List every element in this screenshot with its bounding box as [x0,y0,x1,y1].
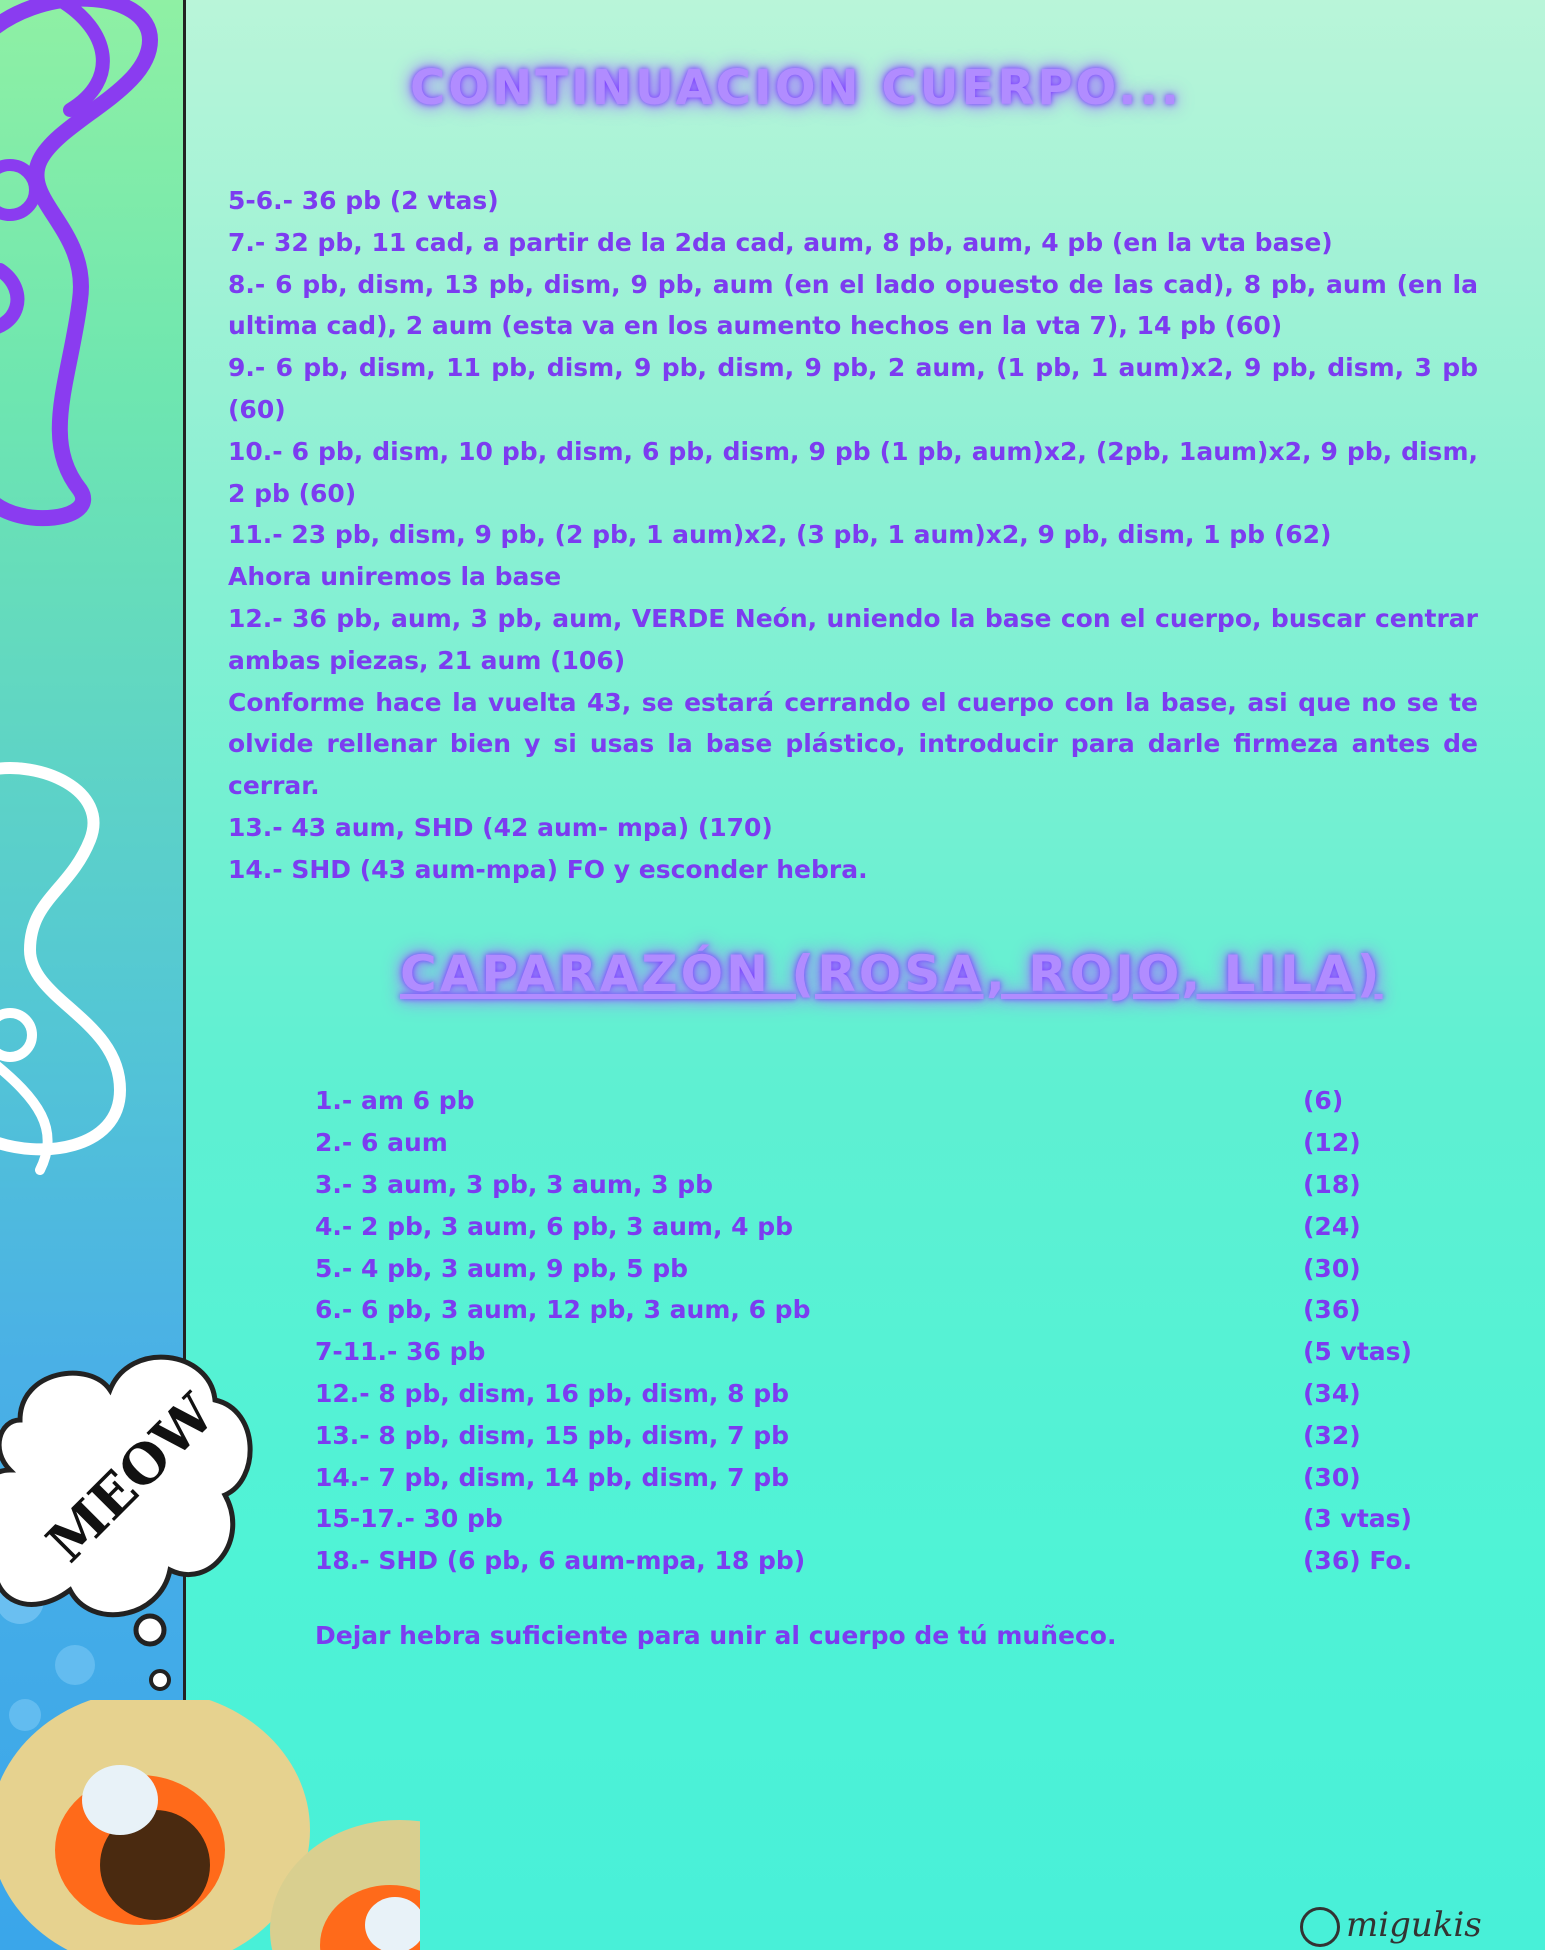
signature-logo [1300,1905,1482,1947]
closing-note: Dejar hebra suficiente para unir al cuerpo de tú muñeco. [315,1621,1117,1650]
step-count: (5 vtas) [1303,1337,1412,1367]
section-title-body: CONTINUACION CUERPO... [410,60,1182,116]
shell-steps-list [315,1080,1455,1582]
step-count: (3 vtas) [1303,1504,1412,1534]
step-count: (6) [1303,1086,1344,1116]
step-text: 3.- 3 aum, 3 pb, 3 aum, 3 pb [315,1169,713,1199]
step-row [315,1414,1455,1456]
instruction-line: 8.- 6 pb, dism, 13 pb, dism, 9 pb, aum (en el lado opuesto de las cad), 8 pb, aum (en la ultima cad), 2 aum (esta va en los aumento hechos en la vta 7), 14 pb (60) [228,269,1478,341]
signature-text: migukis [1346,1905,1482,1945]
step-text: 4.- 2 pb, 3 aum, 6 pb, 3 aum, 4 pb [315,1211,794,1241]
instruction-line: 10.- 6 pb, dism, 10 pb, dism, 6 pb, dism, 9 pb (1 pb, aum)x2, (2pb, 1aum)x2, 9 pb, dism, 2 pb (60) [228,436,1478,508]
step-row [315,1080,1455,1122]
instruction-line: 9.- 6 pb, dism, 11 pb, dism, 9 pb, dism, 9 pb, 2 aum, (1 pb, 1 aum)x2, 9 pb, dism, 3 pb (60) [228,353,1478,424]
step-row [315,1122,1455,1164]
step-text: 7-11.- 36 pb [315,1337,486,1367]
step-text: 2.- 6 aum [315,1128,448,1158]
step-count: (18) [1303,1169,1361,1199]
step-count: (36) [1303,1295,1361,1325]
step-count: (36) Fo. [1303,1546,1413,1576]
step-count: (24) [1303,1211,1361,1241]
instruction-line: Ahora uniremos la base [228,562,562,592]
instruction-line: 13.- 43 aum, SHD (42 aum- mpa) (170) [228,812,773,842]
step-row [315,1373,1455,1415]
step-row [315,1205,1455,1247]
step-row [315,1247,1455,1289]
yarn-ball-icon [1300,1907,1340,1947]
section-title-shell: CAPARAZÓN (ROSA, ROJO, LILA) [400,945,1383,1003]
step-count: (12) [1303,1128,1361,1158]
step-count: (30) [1303,1253,1361,1283]
body-instructions [228,180,1478,891]
step-row [315,1289,1455,1331]
instruction-line: 14.- SHD (43 aum-mpa) FO y esconder hebra. [228,854,868,884]
step-text: 1.- am 6 pb [315,1086,475,1116]
step-row [315,1498,1455,1540]
instruction-line: 12.- 36 pb, aum, 3 pb, aum, VERDE Neón, uniendo la base con el cuerpo, buscar centrar ambas piezas, 21 aum (106) [228,603,1478,675]
step-text: 5.- 4 pb, 3 aum, 9 pb, 5 pb [315,1253,689,1283]
step-text: 15-17.- 30 pb [315,1504,503,1534]
step-count: (30) [1303,1462,1361,1492]
instruction-line: 7.- 32 pb, 11 cad, a partir de la 2da cad, aum, 8 pb, aum, 4 pb (en la vta base) [228,227,1333,257]
step-text: 6.- 6 pb, 3 aum, 12 pb, 3 aum, 6 pb [315,1295,811,1325]
step-text: 18.- SHD (6 pb, 6 aum-mpa, 18 pb) [315,1546,806,1576]
step-row [315,1540,1455,1582]
instruction-line: Conforme hace la vuelta 43, se estará cerrando el cuerpo con la base, asi que no se te olvide rellenar bien y si usas la base plástico, introducir para darle firmeza antes de cerrar. [228,687,1478,801]
step-text: 12.- 8 pb, dism, 16 pb, dism, 8 pb [315,1378,790,1408]
step-text: 13.- 8 pb, dism, 15 pb, dism, 7 pb [315,1420,790,1450]
step-count: (32) [1303,1420,1361,1450]
step-text: 14.- 7 pb, dism, 14 pb, dism, 7 pb [315,1462,790,1492]
step-row [315,1456,1455,1498]
instruction-line: 5-6.- 36 pb (2 vtas) [228,186,499,215]
meow-cloud-bubble [0,1300,260,1700]
step-row [315,1164,1455,1206]
bubble-text: MEOW [33,1381,227,1575]
crochet-eyes-image [0,1700,420,1950]
instruction-line: 11.- 23 pb, dism, 9 pb, (2 pb, 1 aum)x2, (3 pb, 1 aum)x2, 9 pb, dism, 1 pb (62) [228,520,1332,550]
step-row [315,1331,1455,1373]
step-count: (34) [1303,1378,1361,1408]
